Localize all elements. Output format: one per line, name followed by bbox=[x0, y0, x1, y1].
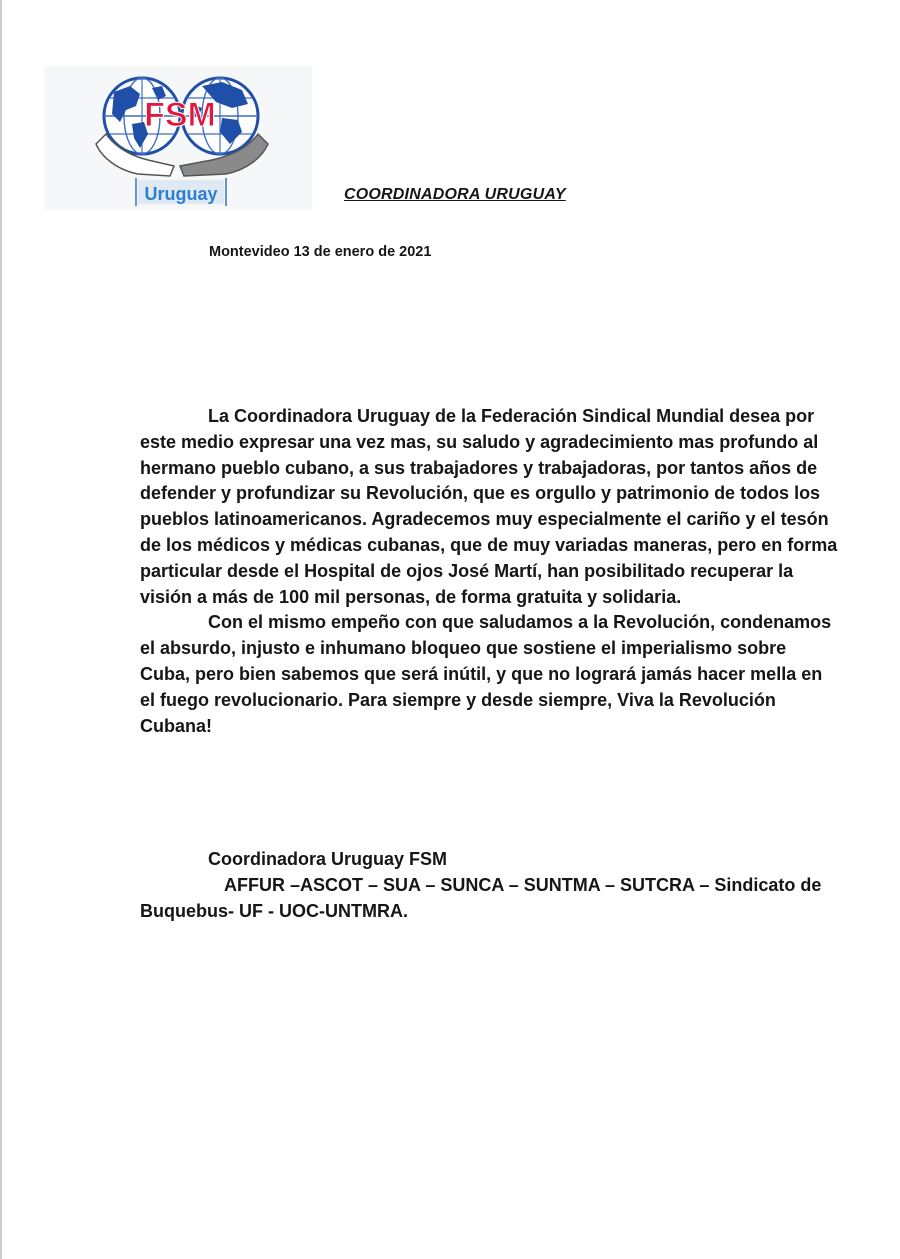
fsm-acronym: FSM bbox=[144, 96, 216, 134]
letter-body bbox=[140, 404, 840, 739]
paragraph-1: La Coordinadora Uruguay de la Federación Sindical Mundial desea por este medio expresar una vez mas, su saludo y agradecimiento mas profundo al hermano pueblo cubano, a sus trabajadores y trabajadoras, por tantos años de defender y profundizar su Revolución, que es orgullo y patrimonio de todos los pueblos latinoamericanos. Agradecemos muy especialmente el cariño y el tesón de los médicos y médicas cubanas, que de muy variadas maneras, pero en forma particular desde el Hospital de ojos José Martí, han posibilitado recuperar la visión a más de 100 mil personas, de forma gratuita y solidaria. bbox=[140, 406, 838, 607]
paragraph-2: Con el mismo empeño con que saludamos a la Revolución, condenamos el absurdo, injusto e inhumano bloqueo que sostiene el imperialismo sobre Cuba, pero bien sabemos que será inútil, y que no logrará jamás hacer mella en el fuego revolucionario. Para siempre y desde siempre, Viva la Revolución Cubana! bbox=[140, 612, 832, 736]
signature-block bbox=[140, 846, 840, 924]
page-edge bbox=[0, 0, 2, 1259]
fsm-logo bbox=[92, 74, 272, 208]
signature-unions: AFFUR –ASCOT – SUA – SUNCA – SUNTMA – SUTCRA – Sindicato de Buquebus- UF - UOC-UNTMRA. bbox=[140, 875, 822, 921]
document-date: Montevideo 13 de enero de 2021 bbox=[209, 244, 432, 260]
signature-organization: Coordinadora Uruguay FSM bbox=[208, 849, 448, 869]
document-title: COORDINADORA URUGUAY bbox=[344, 186, 566, 203]
uruguay-label: Uruguay bbox=[144, 184, 218, 204]
